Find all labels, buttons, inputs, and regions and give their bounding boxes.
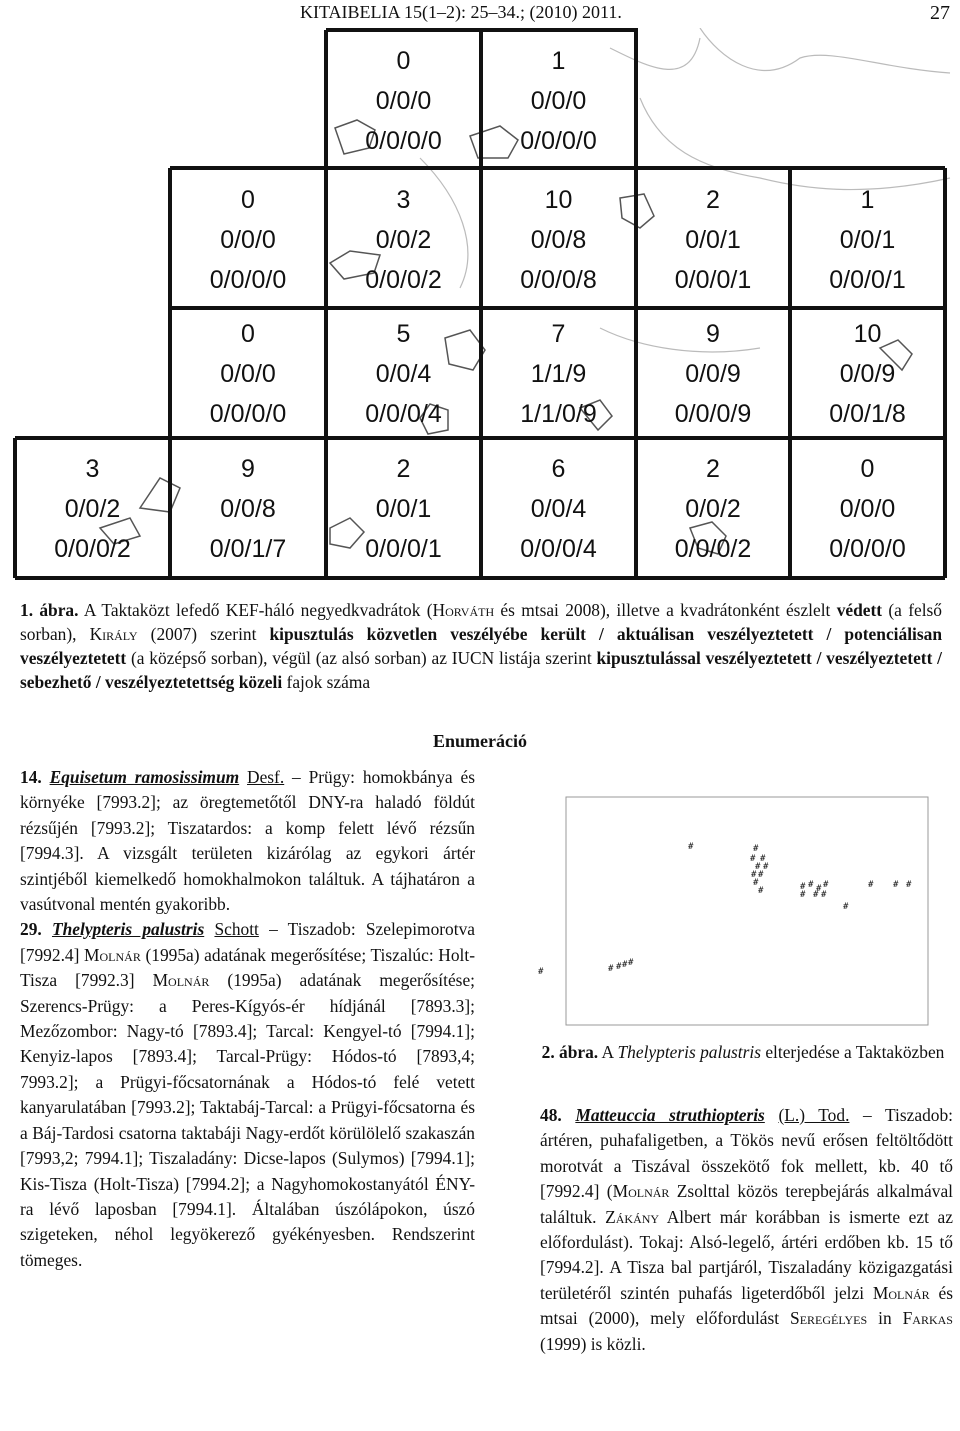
grid-value: 0/0/4 (530, 495, 587, 523)
grid-value: 0/0/8 (220, 495, 276, 523)
grid-value: 0/0/0 (839, 495, 896, 523)
grid-cell (15, 440, 170, 578)
grid-cell (170, 440, 326, 578)
grid-value: 0/0/2 (64, 495, 121, 523)
figure-1-caption: 1. ábra. A Taktaközt lefedő KEF-háló negyedkvadrátok (Horváth és mtsai 2008), illetve a kvadrátonként észlelt védett (a felső sorban), Király (2007) szerint kipusztulás közvetlen veszélyébe került / aktuálisan veszélyeztetett / potenciálisan veszélyeztetett (a középső sorban), végül (az alsó sorban) az IUCN listája szerint kipusztulással veszélyeztetett / veszélyeztetett / sebezhető / veszélyeztetettség közeli fajok száma (20, 600, 942, 692)
grid-value: 1 (551, 47, 566, 75)
occurrence-marker: # (763, 862, 769, 872)
occurrence-marker: # (813, 890, 819, 900)
grid-value: 5 (396, 320, 411, 348)
grid-value: 1/1/9 (530, 360, 587, 388)
grid-cell (481, 172, 636, 308)
page-number: 27 (930, 2, 950, 24)
grid-value: 6 (551, 455, 566, 483)
grid-value: 0/0/0/0 (829, 535, 906, 563)
grid-value: 0/0/2 (685, 495, 741, 523)
figure-2-caption: 2. ábra. A Thelypteris palustris elterjedése a Taktaközben (541, 1042, 945, 1062)
grid-value: 0/0/0 (530, 87, 587, 115)
section-heading: Enumeráció (433, 731, 527, 751)
grid-value: 0/0/0/1 (674, 266, 752, 294)
grid-value: 0/0/0/4 (365, 400, 442, 428)
grid-value: 2 (706, 455, 720, 483)
grid-value: 0 (860, 455, 875, 483)
species-entry-48: 48. Matteuccia struthiopteris (L.) Tod. – Tiszadob: ártéren, puhafaligetben, a Tökös nevű erősen feltöltődött morotvát a Tiszával összekötő fok mellett, kb. 40 tő [7992.4] (Molnár Zsolttal közös terepbejárás alkalmával találtuk. Zákány Albert már korábban is ismerte ezt az előfordulást). Tokaj: Alsó-legelő, ártéri erdőben kb. 15 tő [7994.2]. A Tisza bal partjáról, Tiszaladány közigazgatási területéről szintén puhafás ligeterdőből jelzi Molnár és mtsai (2000), mely előfordulást Seregélyes in Farkas (1999) is közli. (540, 1105, 953, 1354)
occurrence-marker: # (753, 844, 759, 854)
occurrence-marker: # (906, 880, 912, 890)
occurrence-marker: # (868, 880, 874, 890)
species-entry-29: 29. Thelypteris palustris Schott – Tiszadob: Szelepimorotva [7992.4] Molnár (1995a) adatának megerősítése; Tiszalúc: Holt-Tisza [7992.3] Molnár (1995a) adatának megerősítése; Szerencs-Prügy: a Peres-Kígyós-ér hídjánál [7893.3]; Mezőzombor: Nagy-tó [7893.4]; Tarcal: Kengyel-tó [7994.1]; Kenyiz-lapos [7893.4]; Tarcal-Prügy: Hódos-tó [7893,4; 7993.2]; a Prügyi-főcsatornának a Hódos-tó felé vetett kanyarulatában [7993.2]; Taktabáj-Tarcal: a Prügyi-főcsatorna és a Báj-Tardosi csatorna taktabáji Nagy-erdőt körülölelő szakaszán [7993,2; 7994.1]; Tiszaladány: Dicse-lapos (Sulymos) [7994.1]; Kis-Tisza (Holt-Tisza) [7994.2]; a Nagyhomokostanyától ÉNY-ra lévő laposban [7994.1]. Általában úszólápokon, úszó szigeteken, néhol legyökerező gyékényesben. Rendszerint tömeges. (20, 919, 475, 1270)
grid-value: 3 (396, 186, 411, 214)
grid-value: 0/0/1 (375, 495, 432, 523)
grid-value: 2 (706, 186, 720, 214)
grid-value: 0/0/0 (220, 226, 276, 254)
occurrence-marker: # (616, 962, 622, 972)
grid-cell (790, 172, 945, 308)
grid-value: 0/0/1 (685, 226, 741, 254)
grid-value: 0/0/0/1 (365, 535, 442, 563)
occurrence-marker: # (538, 967, 544, 977)
occurrence-marker: # (758, 886, 764, 896)
grid-value: 0/0/4 (375, 360, 432, 388)
grid-value: 0/0/1/7 (209, 535, 287, 563)
grid-cell (481, 34, 636, 168)
occurrence-marker: # (622, 960, 628, 970)
journal-citation: KITAIBELIA 15(1–2): 25–34.; (2010) 2011. (300, 2, 622, 22)
grid-cell (636, 310, 790, 438)
grid-value: 0 (241, 186, 255, 214)
grid-value: 9 (706, 320, 720, 348)
grid-value: 0/0/0/0 (365, 127, 442, 155)
occurrence-marker: # (893, 880, 899, 890)
grid-value: 0/0/9 (685, 360, 741, 388)
grid-cell (326, 34, 481, 168)
distribution-map (538, 769, 942, 1031)
grid-cell (636, 172, 790, 308)
grid-value: 0/0/0/2 (674, 535, 752, 563)
occurrence-marker: # (816, 884, 822, 894)
grid-value: 0/0/0/0 (209, 266, 287, 294)
grid-value: 0 (396, 47, 411, 75)
grid-cell (636, 440, 790, 578)
grid-value: 0/0/9 (839, 360, 896, 388)
grid-value: 0/0/0 (220, 360, 276, 388)
left-column (20, 765, 475, 1273)
grid-value: 0/0/0/1 (829, 266, 906, 294)
occurrence-marker: # (800, 890, 806, 900)
occurrence-marker: # (608, 964, 614, 974)
occurrence-marker: # (688, 842, 694, 852)
occurrence-marker: # (821, 890, 827, 900)
grid-value: 0/0/0/0 (520, 127, 597, 155)
distribution-map-svg (538, 769, 942, 1031)
grid-value: 0/0/0/4 (520, 535, 597, 563)
occurrence-marker: # (800, 882, 806, 892)
grid-cell (326, 310, 481, 438)
grid-cell (326, 172, 481, 308)
grid-value: 0/0/2 (375, 226, 432, 254)
occurrence-marker: # (808, 880, 814, 890)
grid-value: 2 (396, 455, 411, 483)
grid-value: 10 (853, 320, 882, 348)
map-frame (566, 797, 928, 1025)
grid-cell (790, 440, 945, 578)
grid-cell (481, 440, 636, 578)
running-header (0, 2, 960, 24)
grid-value: 0/0/0/2 (365, 266, 442, 294)
grid-value: 0/0/0 (375, 87, 432, 115)
occurrence-marker: # (751, 870, 757, 880)
occurrence-marker: # (760, 854, 766, 864)
occurrence-marker: # (750, 854, 756, 864)
grid-value: 0/0/1 (839, 226, 896, 254)
grid-value: 9 (241, 455, 255, 483)
grid-value: 0/0/0/0 (209, 400, 287, 428)
grid-value: 0/0/0/2 (54, 535, 131, 563)
species-entry-14: 14. Equisetum ramosissimum Desf. – Prügy: homokbánya és környéke [7993.2]; az öregtemetőtől DNY-ra haladó földút rézsűjén [7993.2]; Tiszatardos: a komp felett lévő rézsűn [7994.3]. A vizsgált területen kizárólag az egykori ártér szintjéből kiemelkedő homokhalmokon találtuk. A tájhatáron a vasútvonal mentén gyakoribb. (20, 767, 475, 915)
grid-value: 3 (85, 455, 100, 483)
occurrence-marker: # (843, 902, 849, 912)
grid-cell (481, 310, 636, 438)
grid-cell (326, 440, 481, 578)
occurrence-marker: # (823, 880, 829, 890)
grid-cell (790, 310, 945, 438)
grid-value: 0/0/8 (530, 226, 587, 254)
grid-cell (170, 310, 326, 438)
grid-value: 0/0/1/8 (829, 400, 906, 428)
occurrence-marker: # (753, 878, 759, 888)
grid-value: 7 (551, 320, 566, 348)
grid-value: 0 (241, 320, 255, 348)
right-column (540, 1103, 953, 1357)
kef-grid-map (0, 28, 960, 588)
grid-value: 1/1/0/9 (520, 400, 597, 428)
grid-value: 10 (544, 186, 573, 214)
occurrence-marker: # (758, 870, 764, 880)
grid-value: 0/0/0/8 (520, 266, 597, 294)
grid-cell (170, 172, 326, 308)
grid-value: 0/0/0/9 (674, 400, 752, 428)
occurrence-marker: # (628, 958, 634, 968)
grid-value: 1 (860, 186, 875, 214)
occurrence-marker: # (755, 862, 761, 872)
